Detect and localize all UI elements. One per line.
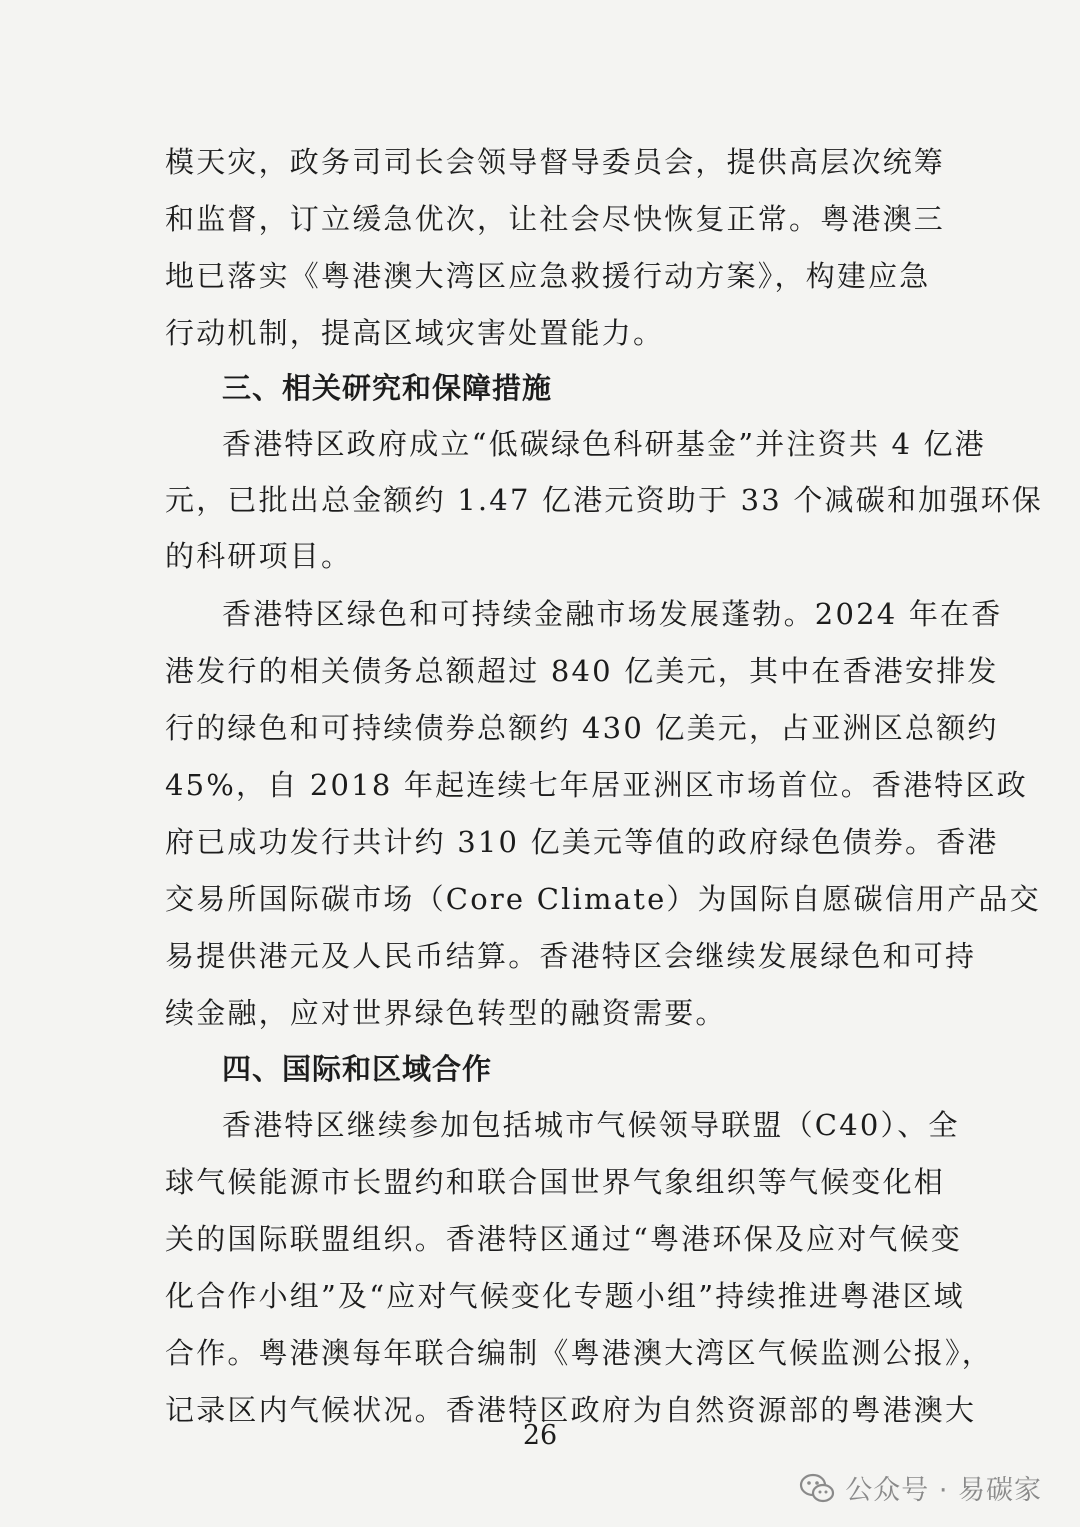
paragraph-line: 元，已批出总金额约 1.47 亿港元资助于 33 个减碳和加强环保: [165, 483, 1043, 517]
paragraph-line: 府已成功发行共计约 310 亿美元等值的政府绿色债券。香港: [165, 825, 999, 859]
watermark-text: 公众号 · 易碳家: [845, 1475, 1042, 1506]
paragraph-line: 香港特区继续参加包括城市气候领导联盟（C40）、全: [222, 1108, 960, 1142]
paragraph-line: 化合作小组”及“应对气候变化专题小组”持续推进粤港区域: [165, 1279, 965, 1313]
paragraph-line: 港发行的相关债务总额超过 840 亿美元，其中在香港安排发: [165, 654, 999, 688]
paragraph-line: 易提供港元及人民币结算。香港特区会继续发展绿色和可持: [165, 939, 977, 973]
paragraph-line: 合作。粤港澳每年联合编制《粤港澳大湾区气候监测公报》，: [165, 1336, 993, 1370]
paragraph-line: 行的绿色和可持续债券总额约 430 亿美元，占亚洲区总额约: [165, 711, 999, 745]
paragraph-line: 行动机制，提高区域灾害处置能力。: [165, 316, 665, 350]
paragraph-line: 球气候能源市长盟约和联合国世界气象组织等气候变化相: [165, 1165, 946, 1199]
paragraph-line: 香港特区绿色和可持续金融市场发展蓬勃。2024 年在香: [222, 597, 1003, 631]
paragraph-line: 记录区内气候状况。香港特区政府为自然资源部的粤港澳大: [165, 1393, 977, 1427]
paragraph-line: 地已落实《粤港澳大湾区应急救援行动方案》，构建应急: [165, 259, 931, 293]
section-heading-4: 四、国际和区域合作: [222, 1052, 493, 1086]
paragraph-line: 关的国际联盟组织。香港特区通过“粤港环保及应对气候变: [165, 1222, 963, 1256]
wechat-icon: [799, 1472, 835, 1504]
paragraph-line: 交易所国际碳市场（Core Climate）为国际自愿碳信用产品交: [165, 882, 1041, 916]
paragraph-line: 和监督，订立缓急优次，让社会尽快恢复正常。粤港澳三: [165, 202, 946, 236]
paragraph-line: 香港特区政府成立“低碳绿色科研基金”并注资共 4 亿港: [222, 427, 986, 461]
watermark: [799, 1468, 1042, 1507]
paragraph-line: 的科研项目。: [165, 539, 353, 573]
paragraph-line: 模天灾，政务司司长会领导督导委员会，提供高层次统筹: [165, 145, 946, 179]
paragraph-line: 续金融，应对世界绿色转型的融资需要。: [165, 996, 727, 1030]
section-heading-3: 三、相关研究和保障措施: [222, 371, 553, 405]
paragraph-line: 45%，自 2018 年起连续七年居亚洲区市场首位。香港特区政: [165, 768, 1028, 802]
page-number: 26: [522, 1420, 558, 1451]
